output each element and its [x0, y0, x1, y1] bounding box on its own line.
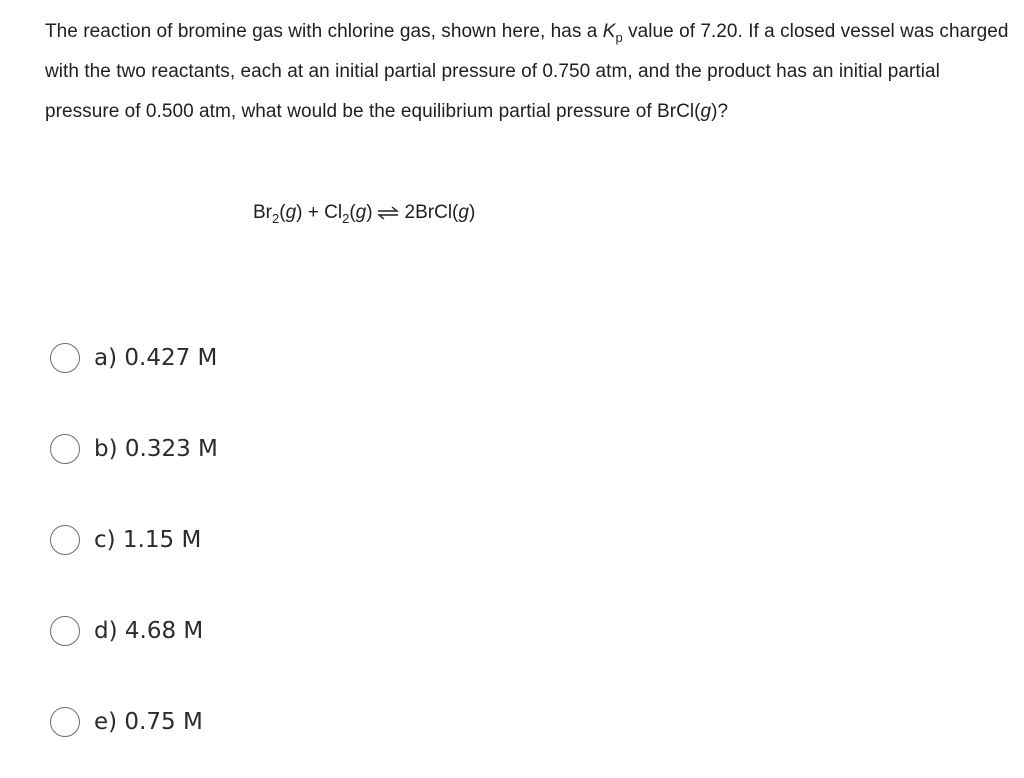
radio-unchecked-icon[interactable]: [50, 525, 80, 555]
option-label[interactable]: a) 0.427 M: [94, 345, 218, 371]
option-e[interactable]: [50, 702, 203, 742]
option-label[interactable]: e) 0.75 M: [94, 709, 203, 735]
reactant-bromine: $Br_2(g)$: [253, 202, 303, 226]
option-c[interactable]: [50, 520, 201, 560]
chemical-equation: $Br_2(g) + Cl_2(g)$ 2BrCl(g): [253, 202, 476, 226]
kp-symbol: $K_p$: [602, 21, 623, 45]
option-label[interactable]: c) 1.15 M: [94, 527, 202, 553]
option-label[interactable]: b) 0.323 M: [94, 436, 218, 462]
option-a[interactable]: [50, 338, 217, 378]
radio-unchecked-icon[interactable]: [50, 616, 80, 646]
radio-unchecked-icon[interactable]: [50, 343, 80, 373]
equilibrium-arrow-icon: [377, 206, 399, 220]
option-b[interactable]: [50, 429, 218, 469]
question-text: The reaction of bromine gas with chlorine gas, shown here, has a $K_p$ value of 7.20. If a closed vessel was charged with the two reactants, each at an initial partial pressure of 0.750 atm, and the product has an initial partial pressure of 0.500 atm, what would be the equilibrium partial pressure of BrCl(g)?: [45, 21, 1009, 122]
product-brcl: 2BrCl(g): [404, 202, 476, 223]
radio-unchecked-icon[interactable]: [50, 434, 80, 464]
reactant-chlorine: $Cl_2(g)$: [324, 202, 373, 226]
option-label[interactable]: d) 4.68 M: [94, 618, 204, 644]
radio-unchecked-icon[interactable]: [50, 707, 80, 737]
option-d[interactable]: [50, 611, 203, 651]
